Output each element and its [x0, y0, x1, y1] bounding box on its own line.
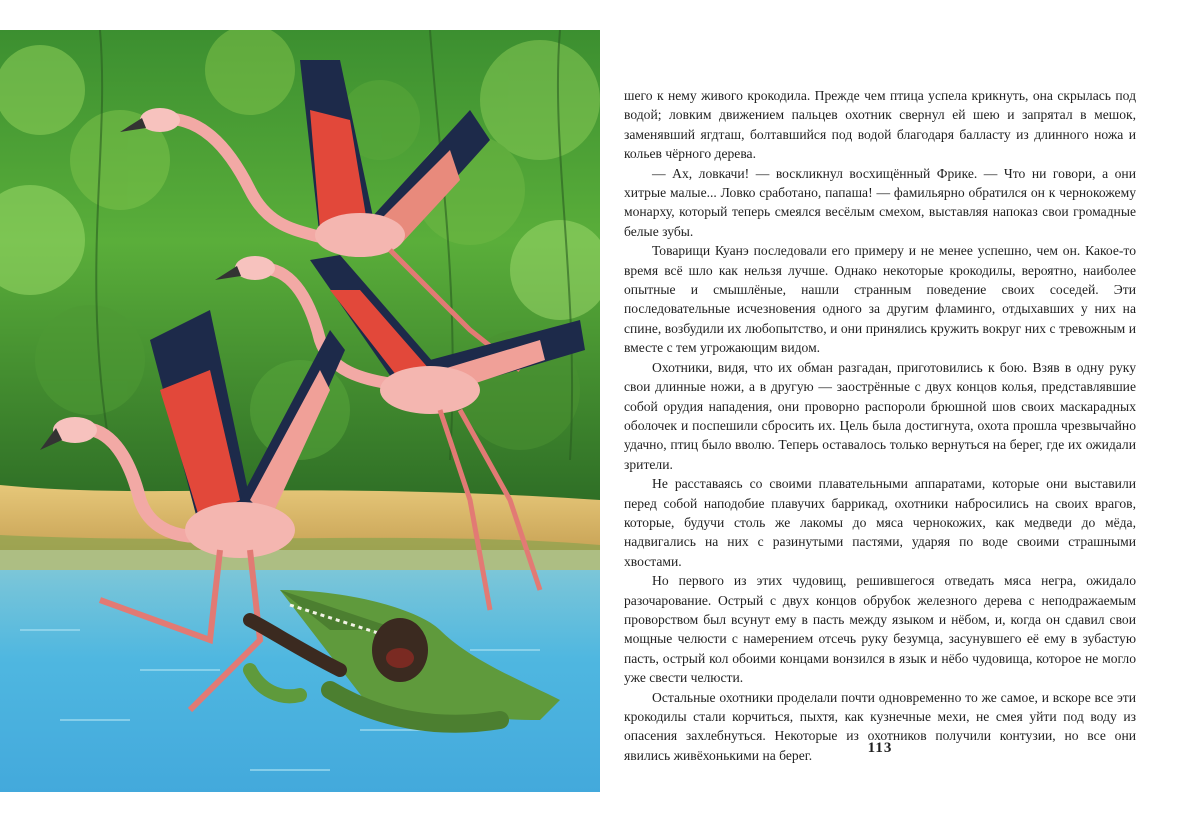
- paragraph: шего к нему живого крокодила. Прежде чем птица успела крикнуть, она скрылась под водой; ловким движением пальцев охотник свернул ей шею и запрятал в мешок, заменявший ягдташ, болтавшийся под водой благодаря балласту из длинного ножа и кольев чёрного дерева.: [624, 88, 1136, 162]
- page-number: 113: [867, 740, 893, 756]
- paragraph: Но первого из этих чудовищ, решившегося отведать мяса негра, ожидало разочарование. Острый с двух концов обрубок железного дерева с неподражаемым проворством был всунут ему в пасть между языком и нёбом, и, когда он сдавил свои мощные челюсти с намерением отсечь руку безумца, засунувшего её ему в зубастую пасть, острый кол обоими концами вонзился в язык и нёбо чудовища, которое не могло уже свести челюсти.: [624, 573, 1136, 686]
- page-text: [624, 86, 1136, 765]
- paragraph: Не расставаясь со своими плавательными аппаратами, которые они выставили перед собой наподобие плавучих баррикад, охотники набросились на своих врагов, которые, будучи столь же лакомы до мяса чернокожих, как медведи до мёда, надвигались на них с разинутыми пастями, ударяя по воде своими страшными хвостами.: [624, 476, 1136, 569]
- paragraph: Охотники, видя, что их обман разгадан, приготовились к бою. Взяв в одну руку свои длинные ножи, а в другую — заострённые с двух концов колья, представлявшие собой орудия нападения, они проворно распороли брюшной шов своих маскарадных оболочек и поспешили сбросить их. Цель была достигнута, охота прошла чрезвычайно удачно, птиц было вволю. Теперь оставалось только вернуться на берег, где их ожидали зрители.: [624, 359, 1136, 472]
- paragraph: — Ах, ловкачи! — воскликнул восхищённый Фрике. — Что ни говори, а они хитрые малые... Ловко сработано, папаша! — фамильярно обратился он к чернокожему монарху, который теперь смеялся весёлым смехом, выставляя напоказ свои громадные белые зубы.: [624, 165, 1136, 239]
- illustration: [0, 30, 600, 792]
- flamingo-crocodile-painting: [0, 30, 600, 792]
- paragraph: Остальные охотники проделали почти одновременно то же самое, и вскоре все эти крокодилы стали корчиться, пыхтя, как кузнечные мехи, не смея уйти под воду из опасения захлебнуться. Некоторые из охотников получили контузии, но все они явились живёхонькими на берег.: [624, 689, 1136, 763]
- paragraph: Товарищи Куанэ последовали его примеру и не менее успешно, чем он. Какое-то время всё шло как нельзя лучше. Однако некоторые крокодилы, вероятно, наиболее опытные и смышлёные, нашли странным поведение своих соседей. Эти последовательные исчезновения одного за другим фламинго, отдыхавших у них на спине, возбудили их любопытство, и они принялись кружить вокруг них с тревожным и вместе с тем угрожающим видом.: [624, 243, 1136, 356]
